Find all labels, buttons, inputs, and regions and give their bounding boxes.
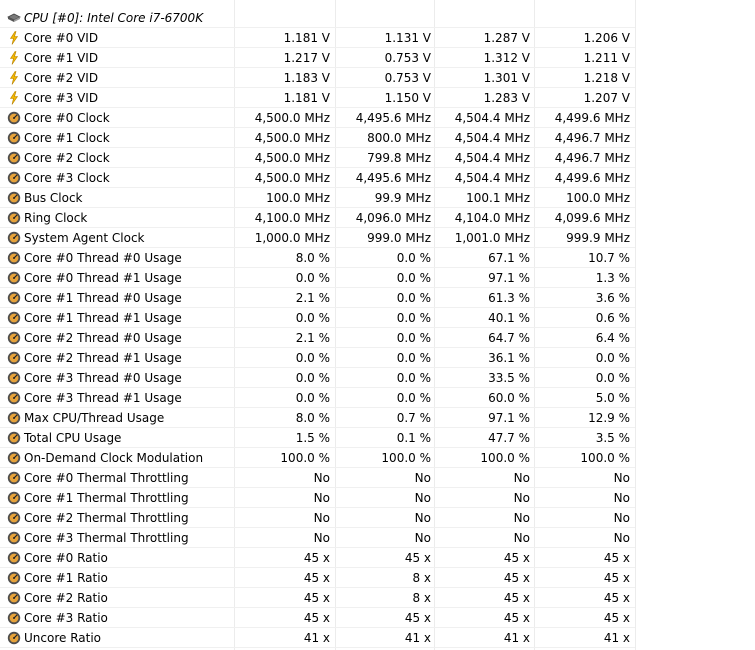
current-value: 45 x — [303, 591, 330, 605]
min-value: 0.753 V — [384, 71, 431, 85]
voltage-bolt-icon — [7, 91, 21, 105]
sensor-label: Core #0 Ratio — [24, 551, 108, 565]
max-value: 1,001.0 MHz — [454, 231, 530, 245]
avg-value: 5.0 % — [595, 391, 630, 405]
current-value: 4,500.0 MHz — [254, 171, 330, 185]
gauge-icon — [7, 191, 21, 205]
gauge-icon — [7, 451, 21, 465]
sensor-label: Core #2 VID — [24, 71, 99, 85]
sensor-row[interactable] — [0, 468, 755, 488]
gauge-icon — [7, 311, 21, 325]
sensor-row[interactable] — [0, 368, 755, 388]
min-value: 4,495.6 MHz — [355, 111, 431, 125]
sensor-row[interactable] — [0, 428, 755, 448]
max-value: 45 x — [503, 591, 530, 605]
min-value: 799.8 MHz — [367, 151, 431, 165]
gauge-icon — [7, 591, 21, 605]
max-value: 4,504.4 MHz — [454, 171, 530, 185]
avg-value: 45 x — [603, 591, 630, 605]
gauge-icon — [7, 351, 21, 365]
sensor-row[interactable] — [0, 628, 755, 648]
sensor-label: System Agent Clock — [24, 231, 145, 245]
sensor-row[interactable] — [0, 248, 755, 268]
sensor-label: Core #0 Thread #0 Usage — [24, 251, 182, 265]
cpu-chip-icon — [7, 11, 21, 25]
sensor-row[interactable] — [0, 588, 755, 608]
avg-value: 6.4 % — [595, 331, 630, 345]
max-value: 97.1 % — [488, 271, 530, 285]
max-value: No — [513, 511, 530, 525]
gauge-icon — [7, 551, 21, 565]
sensor-label: Core #2 Thread #1 Usage — [24, 351, 182, 365]
current-value: No — [313, 531, 330, 545]
sensor-row[interactable] — [0, 448, 755, 468]
max-value: 1.301 V — [483, 71, 530, 85]
min-value: No — [414, 491, 431, 505]
current-value: 8.0 % — [295, 411, 330, 425]
sensor-label: Core #1 Ratio — [24, 571, 108, 585]
max-value: No — [513, 471, 530, 485]
min-value: 4,096.0 MHz — [355, 211, 431, 225]
min-value: 4,495.6 MHz — [355, 171, 431, 185]
sensor-row[interactable] — [0, 108, 755, 128]
sensor-row[interactable] — [0, 128, 755, 148]
gauge-icon — [7, 611, 21, 625]
sensor-label: Core #1 Clock — [24, 131, 110, 145]
min-value: 1.131 V — [384, 31, 431, 45]
sensor-label: Core #3 Thermal Throttling — [24, 531, 189, 545]
gauge-icon — [7, 271, 21, 285]
sensor-label: Core #2 Thermal Throttling — [24, 511, 189, 525]
sensor-row[interactable] — [0, 388, 755, 408]
avg-value: 45 x — [603, 571, 630, 585]
voltage-bolt-icon — [7, 51, 21, 65]
min-value: 0.0 % — [396, 251, 431, 265]
avg-value: 45 x — [603, 551, 630, 565]
sensor-label: Core #0 Clock — [24, 111, 110, 125]
sensor-row[interactable] — [0, 348, 755, 368]
gauge-icon — [7, 531, 21, 545]
sensor-label: Core #3 Thread #1 Usage — [24, 391, 182, 405]
avg-value: 1.3 % — [595, 271, 630, 285]
avg-value: 100.0 % — [580, 451, 630, 465]
gauge-icon — [7, 511, 21, 525]
sensor-row[interactable] — [0, 408, 755, 428]
sensor-label: Core #1 VID — [24, 51, 99, 65]
current-value: 0.0 % — [295, 351, 330, 365]
sensor-label: Core #0 Thermal Throttling — [24, 471, 189, 485]
gauge-icon — [7, 151, 21, 165]
avg-value: 1.211 V — [583, 51, 630, 65]
max-value: 4,504.4 MHz — [454, 151, 530, 165]
avg-value: 45 x — [603, 611, 630, 625]
current-value: 41 x — [303, 631, 330, 645]
sensor-row[interactable] — [0, 48, 755, 68]
min-value: No — [414, 511, 431, 525]
current-value: 45 x — [303, 551, 330, 565]
min-value: 8 x — [412, 571, 431, 585]
max-value: 33.5 % — [488, 371, 530, 385]
max-value: 100.0 % — [480, 451, 530, 465]
current-value: 0.0 % — [295, 271, 330, 285]
sensor-row[interactable] — [0, 608, 755, 628]
avg-value: 999.9 MHz — [566, 231, 630, 245]
sensor-label: Uncore Ratio — [24, 631, 102, 645]
max-value: 41 x — [503, 631, 530, 645]
gauge-icon — [7, 291, 21, 305]
min-value: 1.150 V — [384, 91, 431, 105]
min-value: 0.0 % — [396, 331, 431, 345]
sensor-row[interactable] — [0, 208, 755, 228]
max-value: 47.7 % — [488, 431, 530, 445]
cpu-group-label: CPU [#0]: Intel Core i7-6700K — [24, 11, 204, 25]
max-value: 61.3 % — [488, 291, 530, 305]
gauge-icon — [7, 211, 21, 225]
max-value: 45 x — [503, 571, 530, 585]
min-value: 0.1 % — [396, 431, 431, 445]
min-value: 0.0 % — [396, 351, 431, 365]
sensor-label: On-Demand Clock Modulation — [24, 451, 204, 465]
cpu-group-header[interactable] — [0, 8, 755, 28]
avg-value: 3.5 % — [595, 431, 630, 445]
min-value: 41 x — [404, 631, 431, 645]
min-value: 0.0 % — [396, 391, 431, 405]
sensor-label: Ring Clock — [24, 211, 88, 225]
min-value: 45 x — [404, 611, 431, 625]
sensor-label: Core #1 Thread #1 Usage — [24, 311, 182, 325]
current-value: 0.0 % — [295, 371, 330, 385]
sensor-label: Core #1 Thread #0 Usage — [24, 291, 182, 305]
current-value: 8.0 % — [295, 251, 330, 265]
max-value: 1.312 V — [483, 51, 530, 65]
max-value: 45 x — [503, 611, 530, 625]
sensor-label: Core #1 Thermal Throttling — [24, 491, 189, 505]
sensor-row[interactable] — [0, 308, 755, 328]
current-value: 0.0 % — [295, 391, 330, 405]
max-value: 1.283 V — [483, 91, 530, 105]
sensor-label: Core #2 Clock — [24, 151, 110, 165]
min-value: 999.0 MHz — [367, 231, 431, 245]
sensor-label: Core #2 Ratio — [24, 591, 108, 605]
sensor-row[interactable] — [0, 168, 755, 188]
current-value: 1.183 V — [283, 71, 330, 85]
min-value: No — [414, 531, 431, 545]
current-value: 100.0 MHz — [266, 191, 330, 205]
min-value: 100.0 % — [381, 451, 431, 465]
current-value: 1.217 V — [283, 51, 330, 65]
sensor-label: Core #3 Thread #0 Usage — [24, 371, 182, 385]
gauge-icon — [7, 371, 21, 385]
sensor-row[interactable] — [0, 68, 755, 88]
avg-value: 3.6 % — [595, 291, 630, 305]
current-value: 0.0 % — [295, 311, 330, 325]
sensor-row[interactable] — [0, 568, 755, 588]
current-value: 4,100.0 MHz — [254, 211, 330, 225]
max-value: 97.1 % — [488, 411, 530, 425]
gauge-icon — [7, 571, 21, 585]
avg-value: 41 x — [603, 631, 630, 645]
min-value: 0.0 % — [396, 291, 431, 305]
gauge-icon — [7, 411, 21, 425]
avg-value: 4,496.7 MHz — [554, 151, 630, 165]
sensor-row[interactable] — [0, 548, 755, 568]
sensor-row[interactable] — [0, 488, 755, 508]
sensor-label: Core #3 Clock — [24, 171, 110, 185]
sensor-row[interactable] — [0, 288, 755, 308]
current-value: No — [313, 471, 330, 485]
sensor-label: Bus Clock — [24, 191, 83, 205]
current-value: 2.1 % — [295, 291, 330, 305]
sensor-label: Max CPU/Thread Usage — [24, 411, 165, 425]
gauge-icon — [7, 431, 21, 445]
min-value: 45 x — [404, 551, 431, 565]
sensor-label: Core #3 Ratio — [24, 611, 108, 625]
current-value: 1.181 V — [283, 31, 330, 45]
current-value: 100.0 % — [280, 451, 330, 465]
sensor-label: Core #2 Thread #0 Usage — [24, 331, 182, 345]
sensor-row[interactable] — [0, 228, 755, 248]
sensor-label: Core #3 VID — [24, 91, 99, 105]
avg-value: No — [613, 491, 630, 505]
avg-value: 4,499.6 MHz — [554, 171, 630, 185]
avg-value: 0.0 % — [595, 351, 630, 365]
current-value: 1.181 V — [283, 91, 330, 105]
current-value: 4,500.0 MHz — [254, 131, 330, 145]
avg-value: 10.7 % — [588, 251, 630, 265]
sensor-label: Total CPU Usage — [24, 431, 122, 445]
sensor-row[interactable] — [0, 88, 755, 108]
current-value: No — [313, 511, 330, 525]
avg-value: 0.0 % — [595, 371, 630, 385]
min-value: No — [414, 471, 431, 485]
max-value: No — [513, 531, 530, 545]
voltage-bolt-icon — [7, 31, 21, 45]
avg-value: 4,099.6 MHz — [554, 211, 630, 225]
avg-value: 1.206 V — [583, 31, 630, 45]
current-value: No — [313, 491, 330, 505]
gauge-icon — [7, 491, 21, 505]
gauge-icon — [7, 171, 21, 185]
sensor-row[interactable] — [0, 28, 755, 48]
avg-value: 1.207 V — [583, 91, 630, 105]
gauge-icon — [7, 391, 21, 405]
sensor-row[interactable] — [0, 188, 755, 208]
max-value: 4,504.4 MHz — [454, 131, 530, 145]
sensor-table — [0, 8, 755, 648]
current-value: 45 x — [303, 611, 330, 625]
gauge-icon — [7, 471, 21, 485]
max-value: 36.1 % — [488, 351, 530, 365]
max-value: 60.0 % — [488, 391, 530, 405]
gauge-icon — [7, 231, 21, 245]
avg-value: 0.6 % — [595, 311, 630, 325]
sensor-label: Core #0 VID — [24, 31, 99, 45]
sensor-row[interactable] — [0, 268, 755, 288]
sensor-row[interactable] — [0, 148, 755, 168]
current-value: 4,500.0 MHz — [254, 151, 330, 165]
avg-value: 100.0 MHz — [566, 191, 630, 205]
min-value: 99.9 MHz — [374, 191, 431, 205]
max-value: No — [513, 491, 530, 505]
max-value: 1.287 V — [483, 31, 530, 45]
max-value: 64.7 % — [488, 331, 530, 345]
max-value: 4,504.4 MHz — [454, 111, 530, 125]
gauge-icon — [7, 251, 21, 265]
current-value: 1.5 % — [295, 431, 330, 445]
avg-value: 4,496.7 MHz — [554, 131, 630, 145]
min-value: 0.0 % — [396, 371, 431, 385]
max-value: 100.1 MHz — [466, 191, 530, 205]
avg-value: 12.9 % — [588, 411, 630, 425]
min-value: 0.0 % — [396, 311, 431, 325]
min-value: 0.0 % — [396, 271, 431, 285]
current-value: 4,500.0 MHz — [254, 111, 330, 125]
max-value: 67.1 % — [488, 251, 530, 265]
avg-value: No — [613, 471, 630, 485]
gauge-icon — [7, 331, 21, 345]
max-value: 4,104.0 MHz — [454, 211, 530, 225]
gauge-icon — [7, 131, 21, 145]
current-value: 45 x — [303, 571, 330, 585]
sensor-row[interactable] — [0, 508, 755, 528]
current-value: 1,000.0 MHz — [254, 231, 330, 245]
min-value: 0.7 % — [396, 411, 431, 425]
gauge-icon — [7, 631, 21, 645]
avg-value: No — [613, 511, 630, 525]
sensor-row[interactable] — [0, 328, 755, 348]
min-value: 8 x — [412, 591, 431, 605]
avg-value: No — [613, 531, 630, 545]
sensor-label: Core #0 Thread #1 Usage — [24, 271, 182, 285]
min-value: 800.0 MHz — [367, 131, 431, 145]
voltage-bolt-icon — [7, 71, 21, 85]
max-value: 40.1 % — [488, 311, 530, 325]
max-value: 45 x — [503, 551, 530, 565]
avg-value: 4,499.6 MHz — [554, 111, 630, 125]
avg-value: 1.218 V — [583, 71, 630, 85]
current-value: 2.1 % — [295, 331, 330, 345]
sensor-row[interactable] — [0, 528, 755, 548]
min-value: 0.753 V — [384, 51, 431, 65]
gauge-icon — [7, 111, 21, 125]
